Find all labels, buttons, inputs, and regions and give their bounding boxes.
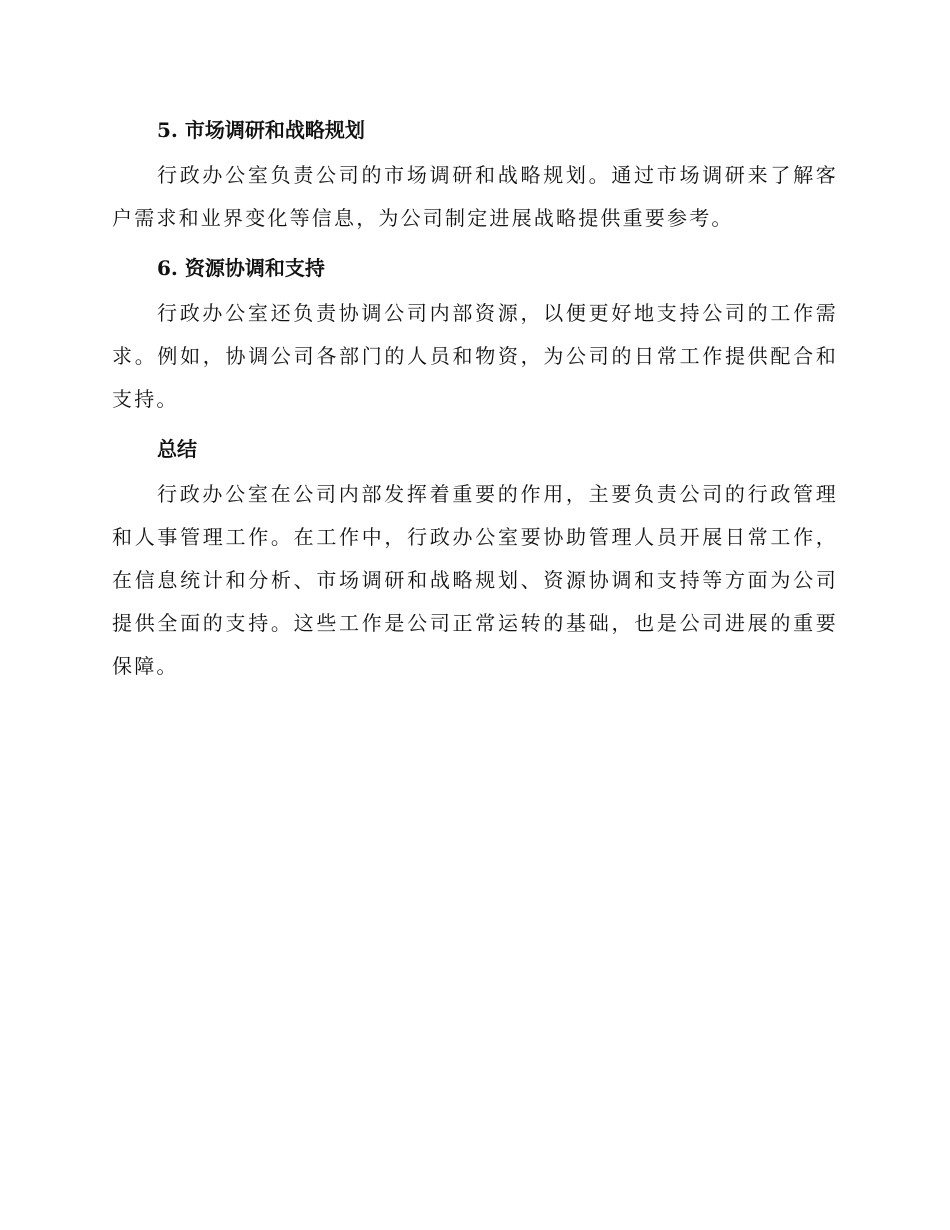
section-paragraph-resource-coordination: 行政办公室还负责协调公司内部资源，以便更好地支持公司的工作需求。例如，协调公司各部门的人员和物资，为公司的日常工作提供配合和支持。 [112, 301, 838, 411]
section-paragraph-market-research: 行政办公室负责公司的市场调研和战略规划。通过市场调研来了解客户需求和业界变化等信息，为公司制定进展战略提供重要参考。 [112, 163, 838, 230]
section-heading-summary: 总结 [157, 437, 197, 461]
section-heading-resource-coordination: 6. 资源协调和支持 [157, 256, 325, 280]
section-heading-market-research: 5. 市场调研和战略规划 [157, 118, 365, 142]
section-paragraph-summary: 行政办公室在公司内部发挥着重要的作用，主要负责公司的行政管理和人事管理工作。在工作中，行政办公室要协助管理人员开展日常工作，在信息统计和分析、市场调研和战略规划、资源协调和支持等方面为公司提供全面的支持。这些工作是公司正常运转的基础，也是公司进展的重要保障。 [112, 482, 838, 678]
